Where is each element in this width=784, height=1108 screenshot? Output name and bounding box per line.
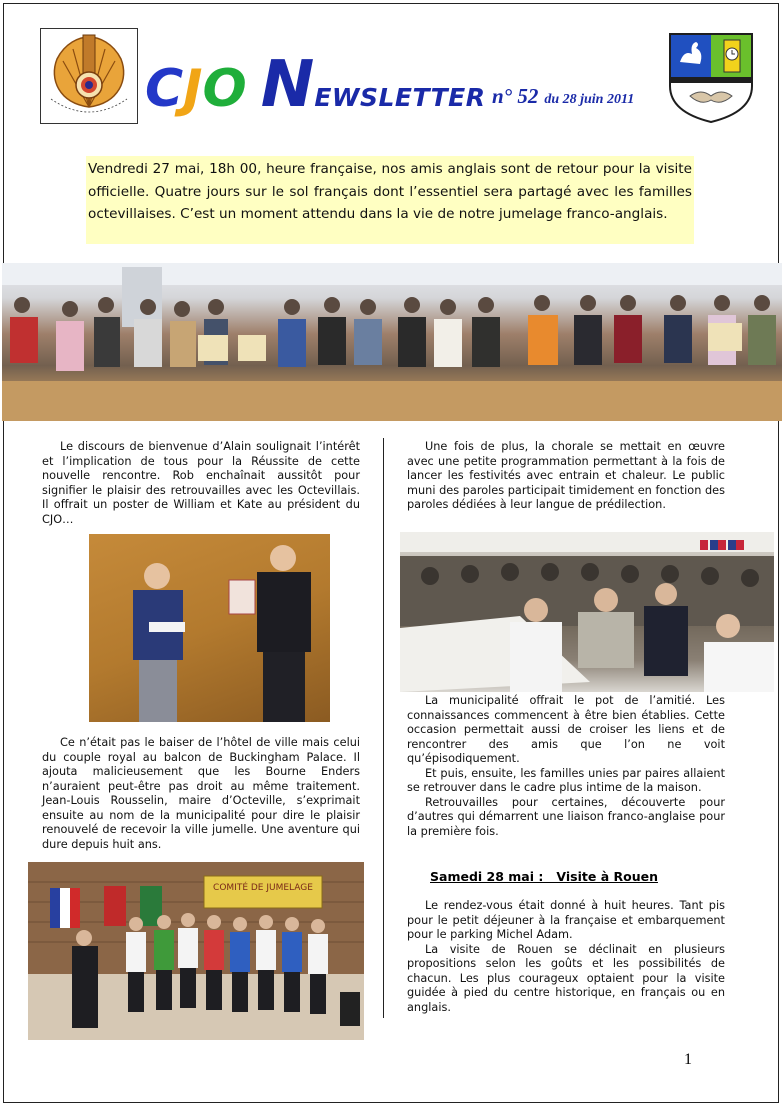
title-newsletter-word: EWSLETTER — [314, 83, 486, 112]
audience-hall-photo — [2, 263, 782, 421]
title-letter-j: J — [183, 59, 203, 119]
paragraph: La visite de Rouen se déclinait en plusieurs propositions selon les goûts et les possibilités de chacun. Les plus courageux optaient pour la visite guidée à pied du centre historique, en français ou en anglais. — [407, 942, 725, 1014]
left-column-top — [42, 440, 360, 527]
title-letter-n: N — [260, 48, 315, 122]
issue-number: n° 52 — [492, 84, 539, 108]
right-column-bottom — [407, 899, 725, 1015]
intro-highlight: Vendredi 27 mai, 18h 00, heure française, nos amis anglais sont de retour pour la visite officielle. Quatre jours sur le sol français dont l’essentiel sera partagé avec les familles octevillaises. C’est un moment attendu dans la vie de notre jumelage franco-anglais. — [86, 156, 694, 244]
column-divider — [383, 438, 384, 1018]
choir-illustration — [28, 862, 364, 1040]
shield-icon — [666, 30, 756, 124]
issue-date: du 28 juin 2011 — [544, 92, 635, 107]
left-column-bottom — [42, 736, 360, 852]
paragraph: Retrouvailles pour certaines, découverte pour d’autres qui démarrent une liaison franco-anglaise pour la première fois. — [407, 795, 725, 838]
newsletter-title — [145, 48, 486, 122]
choir-banner: COMITÉ DE JUMELAGE — [213, 883, 313, 893]
right-column-middle — [407, 694, 725, 839]
paragraph: Le rendez-vous était donné à huit heures. Tant pis pour le petit déjeuner à la française et embarquement pour le parking Michel Adam. — [407, 899, 725, 941]
paragraph: Le discours de bienvenue d’Alain soulignait l’intérêt et l’implication de tous pour la Réussite de cette nouvelle rencontre. Rob enchaînait aussitôt pour signifier le plaisir des retrouvailles avec les Octevillais. Il offrait un poster de William et Kate au président du CJO… — [42, 440, 360, 526]
title-letter-o: O — [202, 59, 261, 119]
scallop-shell-icon — [41, 29, 137, 123]
buffet-photo — [400, 532, 774, 692]
choir-photo — [28, 862, 364, 1040]
audience-illustration — [2, 263, 782, 421]
issue-info — [492, 84, 634, 109]
paragraph: La municipalité offrait le pot de l’amitié. Les connaissances commencent à être bien établies. Cette occasion permettait aussi de croiser les liens et de rencontrer des amis que l’on ne voit qu’épisodiquement. — [407, 694, 725, 765]
paragraph: Ce n’était pas le baiser de l’hôtel de ville mais celui du couple royal au balcon de Buckingham Palace. Il ajouta malicieusement que les Bourne Enders n’auraient peut-être pas droit au même traitement. Jean-Louis Rousselin, maire d’Octeville, s’exprimait ensuite au nom de la municipalité pour dire le plaisir renouvelé de recevoir la ville jumelle. Une aventure qui dure depuis huit ans. — [42, 736, 360, 851]
coat-of-arms — [666, 30, 756, 124]
section-heading: Samedi 28 mai : Visite à Rouen — [430, 869, 658, 884]
right-column-top — [407, 440, 725, 513]
speech-photo — [89, 534, 330, 722]
reception-illustration — [400, 532, 774, 692]
paragraph: Une fois de plus, la chorale se mettait en œuvre avec une petite programmation permettant à la fois de lancer les festivités avec entrain et chaleur. Le public muni des paroles participait timidement en fonction des paroles dédiées à leur langue de prédilection. — [407, 440, 725, 511]
title-letter-c: C — [145, 59, 184, 119]
speakers-illustration — [89, 534, 330, 722]
paragraph: Et puis, ensuite, les familles unies par paires allaient se retrouver dans le cadre plus intime de la maison. — [407, 766, 725, 794]
cjo-logo — [40, 28, 138, 124]
page-number: 1 — [684, 1051, 692, 1068]
